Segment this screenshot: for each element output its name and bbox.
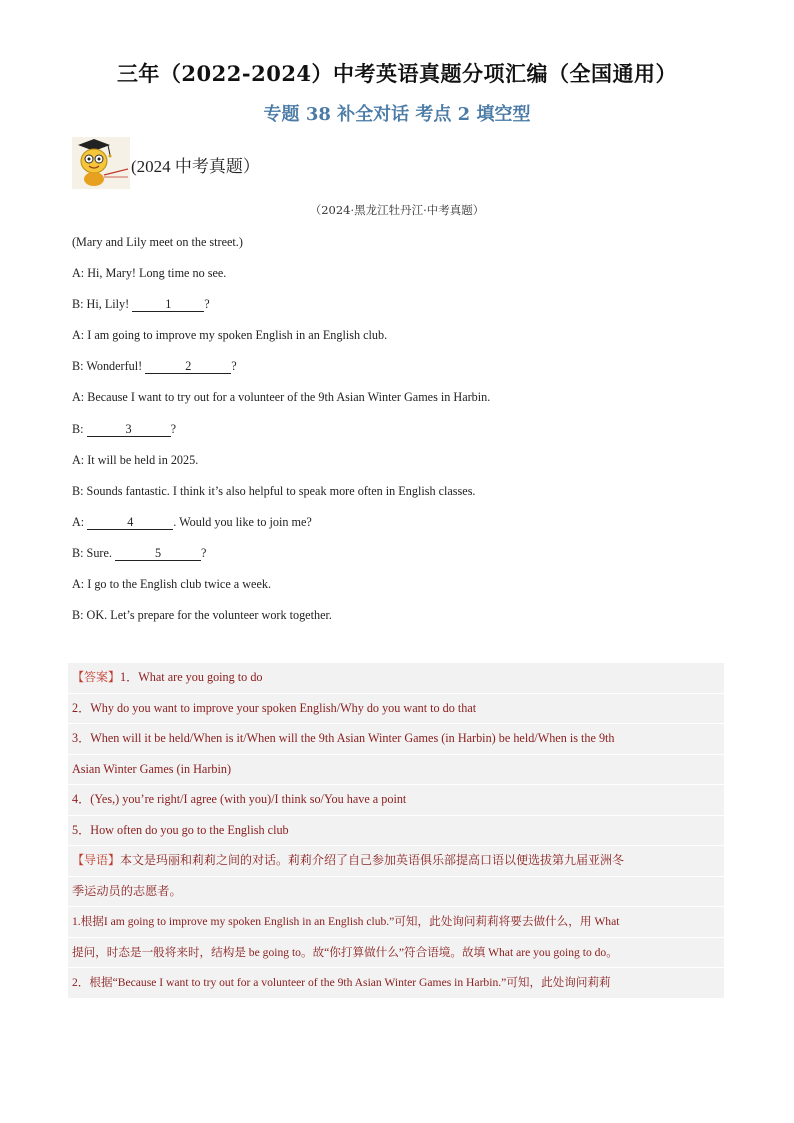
dialogue-line: A: It will be held in 2025. [72,452,199,467]
dialogue-line: A: 4 . Would you like to join me? [72,514,312,529]
section-year-label: (2024 中考真题） [131,157,260,176]
dialogue-line: A: Because I want to try out for a volunteer of the 9th Asian Winter Games in Harbin. [72,390,491,405]
answer-row: 2．Why do you want to improve your spoken English/Why do you want to do that [68,694,724,725]
dialogue-intro: (Mary and Lily meet on the street.) [72,235,243,249]
dialogue-line: B: Hi, Lily! 1 ? [72,297,210,312]
answer-row: 5．How often do you go to the English club [68,816,724,847]
blank-5: 5 [115,546,201,561]
guide-tag: 【导语】 [72,853,121,867]
dialogue-line: B: Wonderful! 2 ? [72,359,237,374]
scholar-mascot-icon [72,137,130,189]
dialogue [72,233,732,637]
explanation-row: 提问，时态是一般将来时，结构是 be going to。故“你打算做什么”符合语境。故填 What are you going to do。 [68,938,724,969]
dialogue-line: A: I am going to improve my spoken English in an English club. [72,328,388,343]
question-source: （2024·黑龙江牡丹江·中考真题） [309,203,485,217]
guide-row: 季运动员的志愿者。 [68,877,724,908]
dialogue-line: B: Sure. 5 ? [72,545,207,560]
answer-row: 4．(Yes,) you’re right/I agree (with you)/I think so/You have a point [68,785,724,816]
answer-tag: 【答案】 [72,670,121,684]
explanation-row: 2．根据“Because I want to try out for a volunteer of the 9th Asian Winter Games in Harbin.”可知，此处询问莉莉 [68,968,724,999]
answer-section [68,663,724,999]
dialogue-line: A: I go to the English club twice a week. [72,577,272,592]
blank-4: 4 [87,515,173,530]
answer-row: 3．When will it be held/When is it/When will the 9th Asian Winter Games (in Harbin) be held/When is the 9th [68,724,724,755]
explanation-row: 1.根据I am going to improve my spoken English in an English club.”可知，此处询问莉莉将要去做什么，用 What [68,907,724,938]
dialogue-line: B: OK. Let’s prepare for the volunteer work together. [72,608,332,623]
dialogue-line: A: Hi, Mary! Long time no see. [72,266,227,281]
dialogue-line: B: 3 ? [72,421,176,436]
blank-3: 3 [87,422,171,437]
guide-row: 【导语】本文是玛丽和莉莉之间的对话。莉莉介绍了自己参加英语俱乐部提高口语以便选拔第九届亚洲冬 [68,846,724,877]
dialogue-line: B: Sounds fantastic. I think it’s also helpful to speak more often in English classes. [72,483,476,498]
blank-2: 2 [145,359,231,374]
document-title: 三年（2022-2024）中考英语真题分项汇编（全国通用） [116,61,678,86]
document-subtitle: 专题 38 补全对话 考点 2 填空型 [263,104,531,125]
blank-1: 1 [132,297,204,312]
answer-row: Asian Winter Games (in Harbin) [68,755,724,786]
answer-row: 【答案】1．What are you going to do [68,663,724,694]
